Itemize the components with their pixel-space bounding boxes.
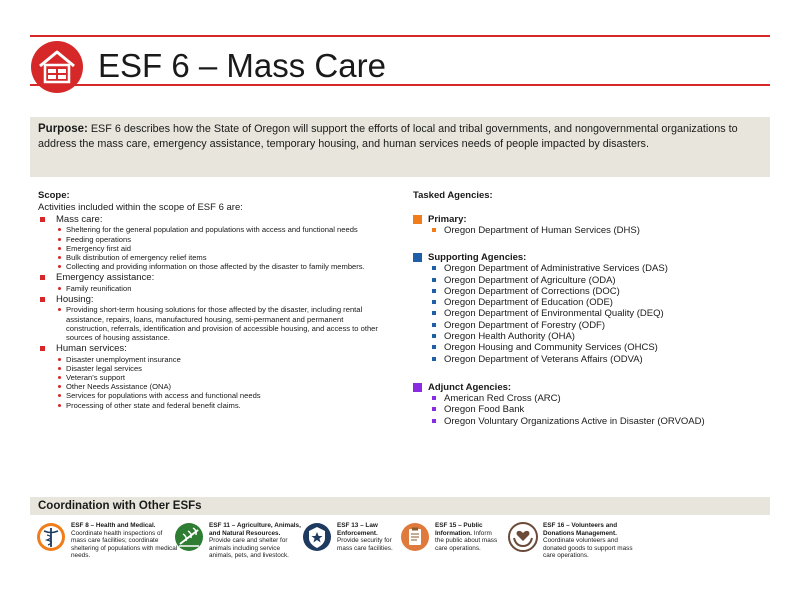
agency-item: Oregon Voluntary Organizations Active in Disaster (ORVOAD) xyxy=(430,416,773,427)
scope-sublist xyxy=(56,284,378,293)
tasked-agencies-section xyxy=(413,190,773,427)
adjunct-label: Adjunct Agencies: xyxy=(428,381,512,393)
clipboard-icon xyxy=(400,522,430,552)
scope-item-label: Emergency assistance: xyxy=(56,272,155,284)
agency-item: Oregon Health Authority (OHA) xyxy=(430,331,773,342)
tasked-heading: Tasked Agencies: xyxy=(413,190,493,201)
agency-item: Oregon Department of Agriculture (ODA) xyxy=(430,275,773,286)
scope-subitem: Veteran’s support xyxy=(56,373,378,382)
esf8-title: ESF 8 – Health and Medical. xyxy=(71,522,156,529)
esf15-text xyxy=(435,522,500,552)
scope-heading: Scope: xyxy=(38,190,70,201)
law-badge-icon xyxy=(302,522,332,552)
agency-item: Oregon Department of Administrative Services (DAS) xyxy=(430,263,773,274)
header-bottom-rule xyxy=(30,84,770,86)
supporting-heading xyxy=(413,252,773,263)
primary-list xyxy=(430,225,773,236)
scope-item-mass-care xyxy=(38,214,378,271)
agency-item: Oregon Housing and Community Services (OHCS) xyxy=(430,342,773,353)
esf16-item xyxy=(508,522,638,560)
scope-item-label: Mass care: xyxy=(56,214,103,225)
purpose-text: ESF 6 describes how the State of Oregon will support the efforts of local and tribal governments, and nongovernmental organizations to address the mass care, emergency assistance, temporary housing, and human services needs of people impacted by disasters. xyxy=(38,123,738,150)
esf13-text xyxy=(337,522,394,552)
orange-square-icon xyxy=(413,215,422,224)
caduceus-icon xyxy=(36,522,66,552)
primary-heading xyxy=(413,214,773,225)
page-title: ESF 6 – Mass Care xyxy=(98,47,386,84)
scope-item-emergency-assistance xyxy=(38,272,378,293)
scope-subitem: Feeding operations xyxy=(56,235,378,244)
blue-square-icon xyxy=(413,253,422,262)
purpose-label: Purpose: xyxy=(38,123,88,135)
purpose-box xyxy=(30,117,770,177)
esf15-item xyxy=(400,522,500,552)
scope-section xyxy=(38,190,378,411)
header-top-rule xyxy=(30,35,770,37)
volunteer-hands-icon xyxy=(508,522,538,552)
agency-item: Oregon Department of Corrections (DOC) xyxy=(430,286,773,297)
scope-subitem: Family reunification xyxy=(56,284,378,293)
agency-item: Oregon Department of Education (ODE) xyxy=(430,297,773,308)
agency-item: Oregon Department of Veterans Affairs (ODVA) xyxy=(430,354,773,365)
coordination-heading: Coordination with Other ESFs xyxy=(30,497,770,515)
adjunct-list xyxy=(430,393,773,427)
scope-item-label: Human services: xyxy=(56,343,127,355)
scope-item-human-services xyxy=(38,343,378,410)
scope-subitem: Emergency first aid xyxy=(56,244,378,253)
esf11-title: ESF 11 – Agriculture, Animals, and Natural Resources. xyxy=(209,522,301,537)
scope-item-label: Housing: xyxy=(56,294,94,306)
purple-square-icon xyxy=(413,383,422,392)
esf8-text xyxy=(71,522,178,560)
scope-subitem: Processing of other state and federal benefit claims. xyxy=(56,401,378,410)
agency-item: Oregon Department of Environmental Quality (DEQ) xyxy=(430,308,773,319)
esf13-item xyxy=(302,522,394,552)
esf16-text xyxy=(543,522,638,560)
esf11-item xyxy=(174,522,302,560)
supporting-label: Supporting Agencies: xyxy=(428,252,527,264)
scope-subitem: Bulk distribution of emergency relief items xyxy=(56,253,378,262)
agency-item: Oregon Department of Forestry (ODF) xyxy=(430,320,773,331)
esf15-description: Inform the public about mass care operations. xyxy=(435,529,498,552)
scope-item-housing xyxy=(38,294,378,342)
scope-sublist xyxy=(56,305,378,342)
scope-sublist xyxy=(56,225,378,271)
agency-item: Oregon Department of Human Services (DHS) xyxy=(430,225,773,236)
scope-subitem: Services for populations with access and functional needs xyxy=(56,391,378,400)
scope-subitem: Providing short-term housing solutions for those affected by the disaster, including rental assistance, repairs, loans, manufactured housing, semi-permanent and permanent construction, referrals, identification and provision of accessible housing, and access to other sources of housing assistance. xyxy=(56,305,378,342)
primary-label: Primary: xyxy=(428,214,467,225)
agency-item: American Red Cross (ARC) xyxy=(430,393,773,404)
esf8-description: Coordinate health inspections of mass care facilities; coordinate sheltering of populations with medical needs. xyxy=(71,529,178,560)
agriculture-icon xyxy=(174,522,204,552)
scope-intro: Activities included within the scope of ESF 6 are: xyxy=(38,202,243,213)
esf16-title: ESF 16 – Volunteers and Donations Management. xyxy=(543,522,618,537)
scope-subitem: Other Needs Assistance (ONA) xyxy=(56,382,378,391)
adjunct-heading xyxy=(413,382,773,393)
esf15-title: ESF 15 – Public Information. xyxy=(435,522,483,537)
esf13-title: ESF 13 – Law Enforcement. xyxy=(337,522,378,537)
esf16-description: Coordinate volunteers and donated goods to support mass care operations. xyxy=(543,537,633,560)
esf11-description: Provide care and shelter for animals including service animals, pets, and livestock. xyxy=(209,537,289,560)
scope-subitem: Disaster unemployment insurance xyxy=(56,355,378,364)
scope-subitem: Sheltering for the general population and populations with access and functional needs xyxy=(56,225,378,234)
supporting-list xyxy=(430,263,773,365)
scope-subitem: Disaster legal services xyxy=(56,364,378,373)
agency-item: Oregon Food Bank xyxy=(430,404,773,415)
esf11-text xyxy=(209,522,302,560)
scope-list xyxy=(38,214,378,410)
scope-subitem: Collecting and providing information on those affected by the disaster to family members. xyxy=(56,262,378,271)
scope-sublist xyxy=(56,355,378,410)
esf8-item xyxy=(36,522,178,560)
esf13-description: Provide security for mass care facilities. xyxy=(337,537,393,552)
